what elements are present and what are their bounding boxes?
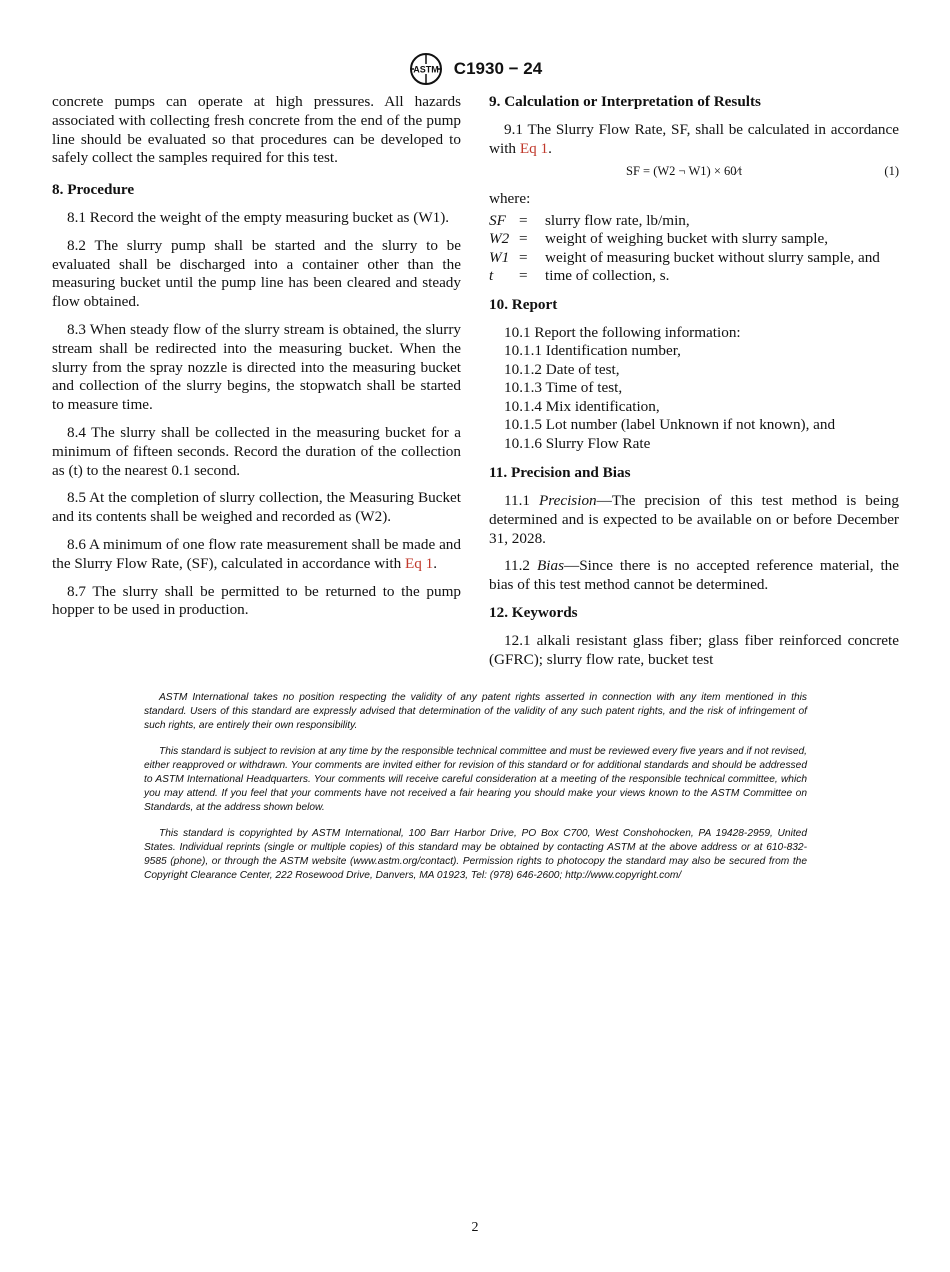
paragraph-9-1-end: . — [548, 139, 552, 157]
definition-description: weight of weighing bucket with slurry sample, — [545, 230, 829, 248]
paragraph-11-1-number: 11.1 — [504, 492, 539, 510]
right-column — [489, 93, 899, 678]
logo-text: ASTM — [413, 64, 439, 75]
document-designation: C1930 − 24 — [453, 59, 543, 78]
definition-description: slurry flow rate, lb/min, — [545, 212, 690, 230]
paragraph-12-1: 12.1 alkali resistant glass fiber; glass fiber reinforced concrete (GFRC); slurry flow rate, bucket test — [489, 631, 899, 668]
list-item: 10.1.1 Identification number, — [504, 342, 681, 360]
paragraph-8-6-end: . — [433, 554, 438, 572]
calculation-heading: 9. Calculation or Interpretation of Results — [489, 93, 761, 110]
paragraph-11-1-text: —The precision of this test method is being determined and is expected to be available on or before December 31, 2028. — [489, 492, 899, 547]
definition-description: weight of measuring bucket without slurry sample, and — [545, 248, 880, 266]
paragraph-8-6 — [52, 536, 461, 574]
where-label: where: — [489, 190, 531, 208]
paragraph-8-6-text: 8.6 A minimum of one flow rate measurement shall be made and the Slurry Flow Rate, (SF), calculated in accordance with — [52, 535, 461, 572]
list-item: 10.1.5 Lot number (label Unknown if not known), and — [504, 416, 836, 434]
page-header — [0, 52, 950, 86]
paragraph-9-1 — [489, 121, 899, 159]
paragraph-10-1: 10.1 Report the following information: — [504, 323, 741, 341]
definition-equals: = — [519, 230, 528, 248]
list-item: 10.1.4 Mix identification, — [504, 397, 660, 415]
definition-symbol: SF — [489, 212, 506, 230]
definition-symbol: W2 — [489, 230, 510, 248]
paragraph-8-4: 8.4 The slurry shall be collected in the measuring bucket for a minimum of fifteen seconds. Record the duration of the collection as (t) to the nearest 0.1 second. — [52, 423, 461, 479]
paragraph-11-1 — [489, 492, 899, 548]
astm-logo-icon — [408, 52, 444, 86]
paragraph-11-2-text: —Since there is no accepted reference material, the bias of this test method cannot be determined. — [489, 557, 899, 594]
paragraph-8-3: 8.3 When steady flow of the slurry stream is obtained, the slurry stream shall be redirected into the measuring bucket. When the slurry from the spray nozzle is directed into the measuring bucket and collection of the slurry begins, the stopwatch shall be started to measure time. — [52, 320, 461, 414]
intro-paragraph: concrete pumps can operate at high pressures. All hazards associated with collecting fresh concrete from the end of the pump line should be evaluated so that procedures can be developed to safely collect the samples required for this test. — [52, 93, 461, 167]
list-item: 10.1.3 Time of test, — [504, 379, 623, 397]
paragraph-8-2: 8.2 The slurry pump shall be started and the slurry to be evaluated shall be discharged into a container other than the measuring bucket until the pump line has been cleared and steady flow obtained. — [52, 236, 461, 311]
bias-term: Bias — [536, 557, 564, 575]
paragraph-8-7: 8.7 The slurry shall be permitted to be returned to the pump hopper to be used in production. — [52, 582, 461, 619]
precision-term: Precision — [538, 492, 597, 510]
procedure-heading: 8. Procedure — [52, 181, 135, 199]
page-number: 2 — [471, 1220, 479, 1235]
left-column — [52, 93, 461, 629]
report-heading: 10. Report — [489, 296, 558, 313]
variable-definitions — [489, 212, 899, 285]
list-item: 10.1.2 Date of test, — [504, 360, 620, 378]
paragraph-11-2 — [489, 557, 899, 595]
definition-equals: = — [519, 212, 528, 230]
patent-notice: ASTM International takes no position respecting the validity of any patent rights asserted in connection with any item mentioned in this standard. Users of this standard are expressly advised that determination of the validity of any such patent rights, and the risk of infringement of such rights, are entirely their own responsibility. — [144, 692, 807, 731]
keywords-heading: 12. Keywords — [489, 604, 578, 622]
definition-description: time of collection, s. — [545, 266, 670, 284]
copyright-notice: This standard is copyrighted by ASTM International, 100 Barr Harbor Drive, PO Box C700, West Conshohocken, PA 19428-2959, United States. Individual reprints (single or multiple copies) of this standard may be obtained by contacting ASTM at the above address or at 610-832-9585 (phone), or through the ASTM website (www.astm.org/contact). Permission rights to photocopy the standard may also be secured from the Copyright Clearance Center, 222 Rosewood Drive, Danvers, MA 01923, Tel: (978) 646-2600; http://www.copyright.com/ — [144, 828, 807, 881]
paragraph-8-5: 8.5 At the completion of slurry collection, the Measuring Bucket and its contents shall be weighed and recorded as (W2). — [52, 489, 461, 526]
equation-number: (1) — [884, 164, 899, 179]
definition-symbol: W1 — [489, 248, 510, 266]
paragraph-11-2-number: 11.2 — [504, 557, 537, 575]
eq1-link[interactable]: Eq 1 — [405, 554, 434, 572]
equation-expression: SF = (W2 ¬ W1) × 60⁄t — [626, 164, 743, 179]
definition-equals: = — [519, 266, 528, 284]
revision-notice: This standard is subject to revision at any time by the responsible technical committee and must be reviewed every five years and if not revised, either reapproved or withdrawn. Your comments are invited either for revision of this standard or for additional standards and should be addressed to ASTM International Headquarters. Your comments will receive careful consideration at a meeting of the responsible technical committee, which you may attend. If you feel that your comments have not received a fair hearing you should make your views known to the ASTM Committee on Standards, at the address shown below. — [144, 746, 807, 813]
eq1-link-calc[interactable]: Eq 1 — [519, 139, 549, 157]
definition-symbol: t — [489, 266, 494, 284]
definition-equals: = — [519, 248, 528, 266]
list-item: 10.1.6 Slurry Flow Rate — [504, 434, 651, 452]
paragraph-9-1-text: 9.1 The Slurry Flow Rate, SF, shall be calculated in accordance with — [489, 120, 899, 157]
precision-heading: 11. Precision and Bias — [489, 464, 631, 482]
legal-notices — [144, 691, 807, 896]
paragraph-8-1: 8.1 Record the weight of the empty measuring bucket as (W1). — [67, 208, 450, 226]
equation-1 — [489, 160, 899, 180]
